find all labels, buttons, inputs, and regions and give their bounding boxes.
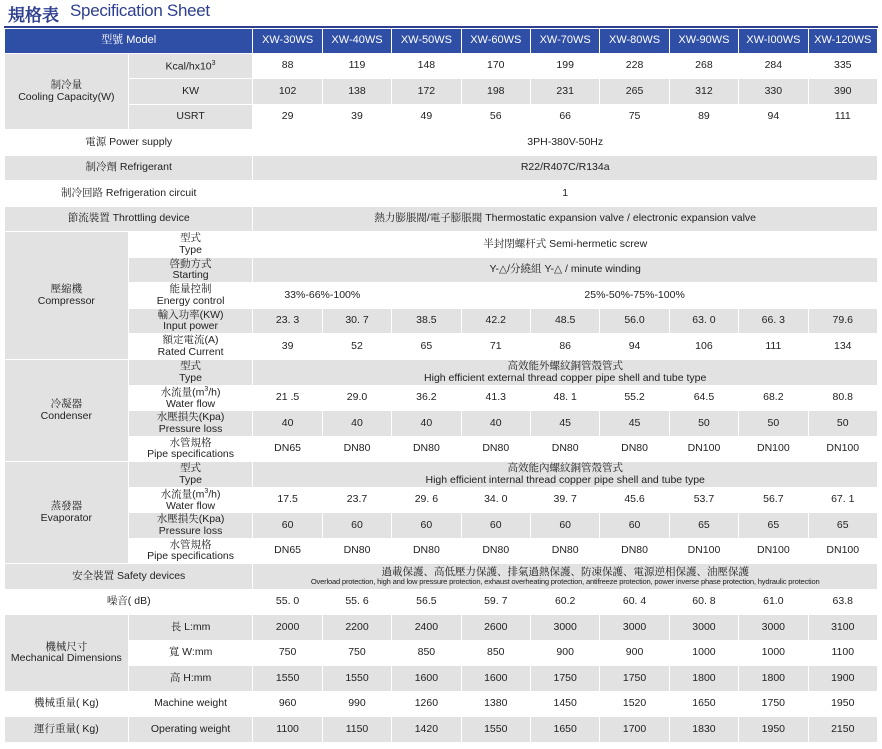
table-cell: 228 xyxy=(600,54,669,79)
model-col: XW-I00WS xyxy=(739,29,808,54)
table-cell: 50 xyxy=(669,411,738,437)
table-cell: 56 xyxy=(461,105,530,130)
table-cell: DN100 xyxy=(669,437,738,462)
table-cell: 86 xyxy=(530,334,599,360)
table-cell: 41.3 xyxy=(461,386,530,411)
table-cell: DN65 xyxy=(253,539,322,564)
table-cell: DN80 xyxy=(461,437,530,462)
table-cell: 1000 xyxy=(739,641,808,666)
table-cell: DN100 xyxy=(808,539,877,564)
table-cell: 312 xyxy=(669,79,738,105)
table-cell: 29 xyxy=(253,105,322,130)
width-label: 寬 W:mm xyxy=(128,641,253,666)
table-cell: 39 xyxy=(322,105,391,130)
table-cell: 170 xyxy=(461,54,530,79)
table-cell: 2000 xyxy=(253,615,322,641)
table-cell: 1550 xyxy=(253,666,322,692)
title-zh: 規格表 xyxy=(8,6,59,25)
table-cell: 45 xyxy=(530,411,599,437)
table-row xyxy=(5,130,878,156)
table-cell: 88 xyxy=(253,54,322,79)
table-cell: 34. 0 xyxy=(461,488,530,513)
machine-weight-label-en: Machine weight xyxy=(128,692,253,717)
model-col: XW-40WS xyxy=(322,29,391,54)
table-cell: 850 xyxy=(461,641,530,666)
height-label: 高 H:mm xyxy=(128,666,253,692)
refrigerant-value: R22/R407C/R134a xyxy=(253,156,878,181)
table-cell: DN80 xyxy=(322,539,391,564)
table-cell: 55. 0 xyxy=(253,590,322,615)
kcal-label: Kcal/$hx10^3$ xyxy=(128,54,253,79)
table-cell: 1550 xyxy=(461,717,530,743)
table-cell: 55.2 xyxy=(600,386,669,411)
usrt-label: USRT xyxy=(128,105,253,130)
table-cell: 1650 xyxy=(530,717,599,743)
model-col: XW-70WS xyxy=(530,29,599,54)
table-cell: 52 xyxy=(322,334,391,360)
table-cell: 48.5 xyxy=(530,309,599,334)
table-cell: 21 .5 xyxy=(253,386,322,411)
operating-weight-label-en: Operating weight xyxy=(128,717,253,743)
table-cell: 1100 xyxy=(808,641,877,666)
table-cell: DN100 xyxy=(808,437,877,462)
table-cell: 1420 xyxy=(392,717,461,743)
table-cell: 750 xyxy=(253,641,322,666)
table-cell: 1800 xyxy=(739,666,808,692)
table-cell: 2200 xyxy=(322,615,391,641)
table-cell: 231 xyxy=(530,79,599,105)
table-cell: 63. 0 xyxy=(669,309,738,334)
water-flow-label: 水流量$(m^3/h)$ Water flow xyxy=(128,386,253,411)
table-cell: 1750 xyxy=(739,692,808,717)
table-cell: 40 xyxy=(461,411,530,437)
table-cell: 56.0 xyxy=(600,309,669,334)
table-cell: DN80 xyxy=(600,437,669,462)
table-cell: 60 xyxy=(600,513,669,539)
table-row xyxy=(5,105,878,130)
table-cell: 40 xyxy=(253,411,322,437)
throttling-value: 熱力膨脹閥/電子膨脹閥 Thermostatic expansion valve / electronic expansion valve xyxy=(253,207,878,232)
table-cell: 39. 7 xyxy=(530,488,599,513)
table-cell: 106 xyxy=(669,334,738,360)
table-cell: DN100 xyxy=(669,539,738,564)
table-cell: 2600 xyxy=(461,615,530,641)
header-row xyxy=(5,29,878,54)
evaporator-type-value: 高效能內螺紋銅管殼管式 High efficient internal thread copper pipe shell and tube type xyxy=(253,462,878,488)
table-cell: 284 xyxy=(739,54,808,79)
table-cell: 66. 3 xyxy=(739,309,808,334)
table-cell: 335 xyxy=(808,54,877,79)
table-cell: 900 xyxy=(530,641,599,666)
table-cell: 111 xyxy=(739,334,808,360)
table-cell: DN80 xyxy=(600,539,669,564)
table-row xyxy=(5,641,878,666)
table-cell: 3000 xyxy=(600,615,669,641)
table-cell: 17.5 xyxy=(253,488,322,513)
table-cell: 2400 xyxy=(392,615,461,641)
table-cell: 1830 xyxy=(669,717,738,743)
table-cell: 68.2 xyxy=(739,386,808,411)
compressor-label: 壓縮機 Compressor xyxy=(5,232,129,360)
table-cell: 268 xyxy=(669,54,738,79)
table-cell: 40 xyxy=(322,411,391,437)
table-cell: DN100 xyxy=(739,437,808,462)
table-cell: 75 xyxy=(600,105,669,130)
table-row xyxy=(5,437,878,462)
table-row xyxy=(5,156,878,181)
table-cell: 1950 xyxy=(808,692,877,717)
table-row xyxy=(5,386,878,411)
table-row xyxy=(5,258,878,283)
table-cell: 64.5 xyxy=(669,386,738,411)
table-cell: 60. 4 xyxy=(600,590,669,615)
model-col: XW-30WS xyxy=(253,29,322,54)
table-cell: 65 xyxy=(392,334,461,360)
table-cell: 1800 xyxy=(669,666,738,692)
table-row xyxy=(5,513,878,539)
spec-table xyxy=(4,28,878,743)
table-cell: 38.5 xyxy=(392,309,461,334)
table-cell: 172 xyxy=(392,79,461,105)
pressure-loss-label: 水壓損失(Kpa) Pressure loss xyxy=(128,411,253,437)
table-cell: 60.2 xyxy=(530,590,599,615)
table-cell: 1700 xyxy=(600,717,669,743)
table-row xyxy=(5,666,878,692)
pressure-loss-label: 水壓損失(Kpa) Pressure loss xyxy=(128,513,253,539)
model-col: XW-90WS xyxy=(669,29,738,54)
table-cell: 45 xyxy=(600,411,669,437)
dimensions-label: 機械尺寸 Mechanical Dimensions xyxy=(5,615,129,692)
table-cell: 71 xyxy=(461,334,530,360)
table-row xyxy=(5,283,878,309)
table-row xyxy=(5,79,878,105)
safety-value: 過載保護、高低壓力保護、排氣過熱保護、防凍保護、電源逆相保護、油壓保護 Overload protection, high and low pressure protection, exhaust overheating protection, antifreeze protection, power inverse phase protection, hydraulic protection xyxy=(253,564,878,590)
table-cell: 138 xyxy=(322,79,391,105)
table-cell: 1600 xyxy=(461,666,530,692)
model-col: XW-60WS xyxy=(461,29,530,54)
power-label: 電源 Power supply xyxy=(5,130,253,156)
table-cell: 265 xyxy=(600,79,669,105)
energy-value-b: 25%-50%-75%-100% xyxy=(392,283,878,309)
table-cell: 390 xyxy=(808,79,877,105)
table-cell: 1750 xyxy=(530,666,599,692)
throttling-label: 節流裝置 Throttling device xyxy=(5,207,253,232)
pipe-spec-label: 水管規格 Pipe specifications xyxy=(128,437,253,462)
condenser-type-value: 高效能外螺紋銅管殼管式 High efficient external thread copper pipe shell and tube type xyxy=(253,360,878,386)
table-row xyxy=(5,539,878,564)
table-cell: 850 xyxy=(392,641,461,666)
compressor-type-value: 半封閉螺杆式 Semi-hermetic screw xyxy=(253,232,878,258)
pipe-spec-label: 水管規格 Pipe specifications xyxy=(128,539,253,564)
table-row xyxy=(5,181,878,207)
table-cell: 1600 xyxy=(392,666,461,692)
type-label: 型式 Type xyxy=(128,462,253,488)
table-cell: 3000 xyxy=(530,615,599,641)
table-row xyxy=(5,488,878,513)
table-row xyxy=(5,360,878,386)
table-row xyxy=(5,590,878,615)
table-cell: 60. 8 xyxy=(669,590,738,615)
table-cell: 1550 xyxy=(322,666,391,692)
table-row xyxy=(5,309,878,334)
table-cell: 45.6 xyxy=(600,488,669,513)
table-cell: 65 xyxy=(808,513,877,539)
table-cell: 1100 xyxy=(253,717,322,743)
table-cell: 66 xyxy=(530,105,599,130)
water-flow-label: 水流量$(m^3/h)$ Water flow xyxy=(128,488,253,513)
circuit-label: 制冷回路 Refrigeration circuit xyxy=(5,181,253,207)
table-cell: DN80 xyxy=(461,539,530,564)
table-cell: 50 xyxy=(808,411,877,437)
table-cell: DN80 xyxy=(530,539,599,564)
table-cell: 29. 6 xyxy=(392,488,461,513)
table-cell: 990 xyxy=(322,692,391,717)
table-cell: 3000 xyxy=(669,615,738,641)
table-row xyxy=(5,54,878,79)
table-row xyxy=(5,232,878,258)
condenser-label: 冷凝器 Condenser xyxy=(5,360,129,462)
table-cell: 36.2 xyxy=(392,386,461,411)
table-row xyxy=(5,615,878,641)
evaporator-label: 蒸發器 Evaporator xyxy=(5,462,129,564)
table-cell: 56.5 xyxy=(392,590,461,615)
table-cell: 1750 xyxy=(600,666,669,692)
table-cell: 1000 xyxy=(669,641,738,666)
table-cell: 1650 xyxy=(669,692,738,717)
model-col: XW-50WS xyxy=(392,29,461,54)
table-cell: 89 xyxy=(669,105,738,130)
table-cell: 3000 xyxy=(739,615,808,641)
table-cell: 60 xyxy=(530,513,599,539)
table-cell: 61.0 xyxy=(739,590,808,615)
power-value: 3PH-380V-50Hz xyxy=(253,130,878,156)
table-cell: 48. 1 xyxy=(530,386,599,411)
table-cell: 40 xyxy=(392,411,461,437)
table-cell: 148 xyxy=(392,54,461,79)
type-label: 型式 Type xyxy=(128,360,253,386)
table-cell: 56.7 xyxy=(739,488,808,513)
table-cell: 960 xyxy=(253,692,322,717)
starting-label: 啓動方式 Starting xyxy=(128,258,253,283)
energy-label: 能量控制 Energy control xyxy=(128,283,253,309)
table-cell: 111 xyxy=(808,105,877,130)
table-cell: 119 xyxy=(322,54,391,79)
table-cell: 94 xyxy=(600,334,669,360)
table-row xyxy=(5,564,878,590)
title-en: Specification Sheet xyxy=(70,1,210,20)
table-cell: 49 xyxy=(392,105,461,130)
table-cell: 3100 xyxy=(808,615,877,641)
table-cell: 65 xyxy=(669,513,738,539)
table-row xyxy=(5,692,878,717)
table-cell: 60 xyxy=(461,513,530,539)
table-cell: 50 xyxy=(739,411,808,437)
table-cell: 67. 1 xyxy=(808,488,877,513)
page-title xyxy=(4,0,878,28)
table-cell: 2150 xyxy=(808,717,877,743)
table-cell: 23.7 xyxy=(322,488,391,513)
table-cell: 60 xyxy=(253,513,322,539)
table-cell: DN80 xyxy=(322,437,391,462)
table-cell: 900 xyxy=(600,641,669,666)
table-cell: 29.0 xyxy=(322,386,391,411)
table-cell: 60 xyxy=(392,513,461,539)
table-cell: 53.7 xyxy=(669,488,738,513)
table-cell: DN65 xyxy=(253,437,322,462)
safety-label: 安全裝置 Safety devices xyxy=(5,564,253,590)
table-cell: 65 xyxy=(739,513,808,539)
type-label: 型式 Type xyxy=(128,232,253,258)
cooling-label: 制冷量 Cooling Capacity(W) xyxy=(5,54,129,130)
table-cell: 199 xyxy=(530,54,599,79)
model-col: XW-120WS xyxy=(808,29,877,54)
table-cell: 79.6 xyxy=(808,309,877,334)
energy-value-a: 33%-66%-100% xyxy=(253,283,392,309)
table-cell: 750 xyxy=(322,641,391,666)
model-col: XW-80WS xyxy=(600,29,669,54)
rated-current-label: 額定電流(A) Rated Current xyxy=(128,334,253,360)
table-cell: 1260 xyxy=(392,692,461,717)
table-cell: 80.8 xyxy=(808,386,877,411)
table-cell: 60 xyxy=(322,513,391,539)
table-cell: 55. 6 xyxy=(322,590,391,615)
refrigerant-label: 制冷劑 Refrigerant xyxy=(5,156,253,181)
table-cell: 1520 xyxy=(600,692,669,717)
table-cell: 59. 7 xyxy=(461,590,530,615)
table-cell: 1900 xyxy=(808,666,877,692)
table-row xyxy=(5,717,878,743)
table-cell: 94 xyxy=(739,105,808,130)
model-label: 型號 Model xyxy=(5,29,253,54)
table-cell: DN80 xyxy=(392,437,461,462)
circuit-value: 1 xyxy=(253,181,878,207)
table-cell: 198 xyxy=(461,79,530,105)
table-cell: 39 xyxy=(253,334,322,360)
table-cell: 102 xyxy=(253,79,322,105)
machine-weight-label-zh: 機械重量( Kg) xyxy=(5,692,129,717)
table-cell: DN80 xyxy=(392,539,461,564)
table-cell: DN80 xyxy=(530,437,599,462)
table-cell: 23. 3 xyxy=(253,309,322,334)
table-cell: 30. 7 xyxy=(322,309,391,334)
table-cell: 1380 xyxy=(461,692,530,717)
table-cell: 42.2 xyxy=(461,309,530,334)
input-power-label: 輸入功率(KW) Input power xyxy=(128,309,253,334)
table-cell: 1450 xyxy=(530,692,599,717)
table-row xyxy=(5,207,878,232)
starting-value: Y-△/分繞組 Y-△ / minute winding xyxy=(253,258,878,283)
table-cell: 134 xyxy=(808,334,877,360)
length-label: 長 L:mm xyxy=(128,615,253,641)
kw-label: KW xyxy=(128,79,253,105)
table-row xyxy=(5,462,878,488)
table-cell: 63.8 xyxy=(808,590,877,615)
table-cell: 1950 xyxy=(739,717,808,743)
noise-label: 噪音( dB) xyxy=(5,590,253,615)
table-cell: DN100 xyxy=(739,539,808,564)
table-cell: 330 xyxy=(739,79,808,105)
table-cell: 1150 xyxy=(322,717,391,743)
table-row xyxy=(5,411,878,437)
operating-weight-label-zh: 運行重量( Kg) xyxy=(5,717,129,743)
table-row xyxy=(5,334,878,360)
